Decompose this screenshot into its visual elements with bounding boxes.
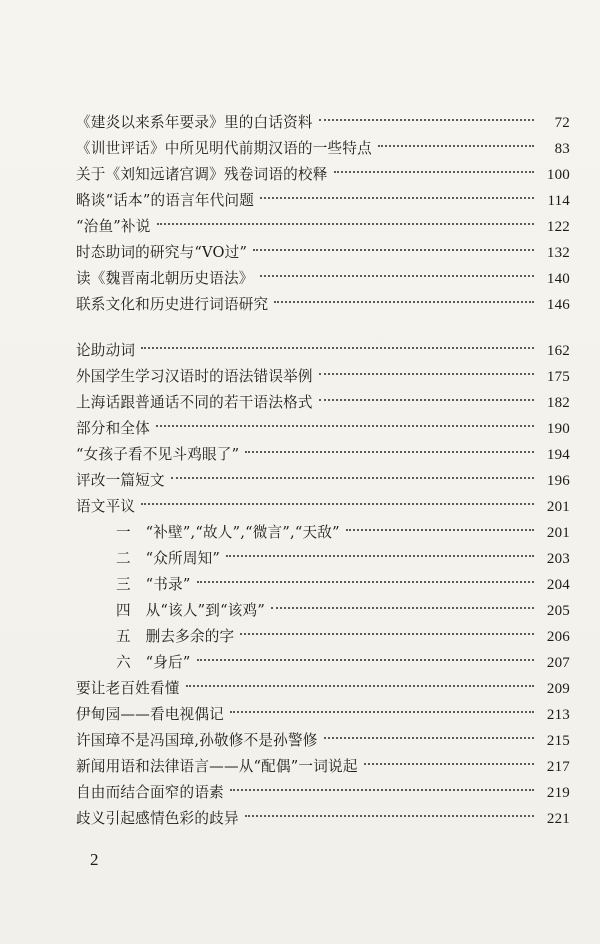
toc-entry <box>76 292 570 318</box>
toc-entry-page: 122 <box>546 219 570 235</box>
toc-entry-page: 204 <box>546 577 570 593</box>
toc-entry <box>76 240 570 266</box>
toc-entry-page: 207 <box>546 655 570 671</box>
toc-entry-title: 四 从“该人”到“该鸡” <box>116 602 265 619</box>
toc-entry-title: 二 “众所周知” <box>116 550 221 567</box>
toc-entry <box>76 754 570 780</box>
toc-entry-page: 201 <box>546 499 570 515</box>
dot-leader <box>156 425 534 427</box>
dot-leader <box>324 737 534 739</box>
toc-entry-title: 关于《刘知远诸宫调》残卷词语的校释 <box>76 166 328 183</box>
toc-entry-page: 206 <box>546 629 570 645</box>
toc-entry <box>76 136 570 162</box>
toc-entry <box>76 442 570 468</box>
toc-entry <box>76 468 570 494</box>
toc-entry-title: 《训世评话》中所见明代前期汉语的一些特点 <box>76 140 372 157</box>
toc-entry-page: 196 <box>546 473 570 489</box>
toc-entry-title: 论助动词 <box>76 342 136 359</box>
dot-leader <box>378 145 534 147</box>
toc-entry-title: 时态助词的研究与“VO过” <box>76 244 248 261</box>
dot-leader <box>141 503 534 505</box>
toc-entry-page: 83 <box>554 141 570 157</box>
toc-subentry <box>76 572 570 598</box>
toc-entry-title: 新闻用语和法律语言——从“配偶”一词说起 <box>76 758 358 775</box>
toc-entry-title: 读《魏晋南北朝历史语法》 <box>76 270 254 287</box>
toc-entry-page: 190 <box>546 421 570 437</box>
dot-leader <box>346 529 534 531</box>
toc-entry-page: 215 <box>546 733 570 749</box>
toc-entry-page: 201 <box>546 525 570 541</box>
toc-entry-title: 许国璋不是冯国璋,孙敬修不是孙警修 <box>76 732 318 749</box>
table-of-contents <box>76 110 570 832</box>
dot-leader <box>186 685 534 687</box>
toc-entry <box>76 702 570 728</box>
toc-entry-page: 194 <box>546 447 570 463</box>
toc-entry <box>76 728 570 754</box>
toc-entry-title: 上海话跟普通话不同的若干语法格式 <box>76 394 313 411</box>
toc-entry-title: 语文平议 <box>76 498 136 515</box>
toc-entry-page: 213 <box>546 707 570 723</box>
toc-entry <box>76 780 570 806</box>
dot-leader <box>230 711 534 713</box>
toc-entry-page: 182 <box>546 395 570 411</box>
dot-leader <box>171 477 534 479</box>
toc-entry-page: 72 <box>554 115 570 131</box>
toc-subentry <box>76 520 570 546</box>
toc-entry <box>76 214 570 240</box>
dot-leader <box>230 789 534 791</box>
toc-entry-page: 221 <box>546 811 570 827</box>
toc-entry-title: “女孩子看不见斗鸡眼了” <box>76 446 240 463</box>
toc-entry <box>76 188 570 214</box>
dot-leader <box>364 763 534 765</box>
toc-entry-page: 219 <box>546 785 570 801</box>
dot-leader <box>271 607 534 609</box>
dot-leader <box>157 223 535 225</box>
toc-entry <box>76 494 570 520</box>
toc-entry-title: 一 “补壁”,“故人”,“微言”,“天敌” <box>116 524 340 541</box>
dot-leader <box>197 659 535 661</box>
toc-entry-title: 部分和全体 <box>76 420 150 437</box>
page-number: 2 <box>90 850 99 869</box>
toc-entry-page: 100 <box>546 167 570 183</box>
toc-entry-page: 114 <box>547 193 570 209</box>
toc-entry-title: 歧义引起感情色彩的歧异 <box>76 810 239 827</box>
toc-entry-page: 132 <box>546 245 570 261</box>
toc-entry-title: 五 删去多余的字 <box>116 628 235 645</box>
toc-entry <box>76 266 570 292</box>
dot-leader <box>245 815 534 817</box>
toc-entry-page: 162 <box>546 343 570 359</box>
toc-entry-title: 评改一篇短文 <box>76 472 165 489</box>
dot-leader <box>274 301 534 303</box>
toc-entry-page: 146 <box>546 297 570 313</box>
toc-subentry <box>76 546 570 572</box>
toc-entry <box>76 676 570 702</box>
dot-leader <box>319 119 534 121</box>
toc-entry <box>76 390 570 416</box>
dot-leader <box>319 399 534 401</box>
toc-entry-page: 140 <box>546 271 570 287</box>
toc-entry-title: 略谈“话本”的语言年代问题 <box>76 192 255 209</box>
toc-entry <box>76 364 570 390</box>
dot-leader <box>260 197 534 199</box>
section-gap <box>76 318 570 338</box>
dot-leader <box>197 581 535 583</box>
toc-entry <box>76 416 570 442</box>
dot-leader <box>253 249 534 251</box>
toc-entry-title: “治鱼”补说 <box>76 218 151 235</box>
dot-leader <box>334 171 535 173</box>
toc-entry-title: 《建炎以来系年要录》里的白话资料 <box>76 114 313 131</box>
toc-entry <box>76 162 570 188</box>
toc-entry-page: 205 <box>546 603 570 619</box>
toc-entry-title: 三 “书录” <box>116 576 191 593</box>
toc-entry <box>76 806 570 832</box>
toc-entry-page: 209 <box>546 681 570 697</box>
dot-leader <box>319 373 534 375</box>
dot-leader <box>260 275 534 277</box>
toc-subentry <box>76 598 570 624</box>
toc-subentry <box>76 650 570 676</box>
toc-entry-title: 伊甸园——看电视偶记 <box>76 706 224 723</box>
toc-entry-page: 217 <box>546 759 570 775</box>
toc-subentry <box>76 624 570 650</box>
toc-entry-title: 六 “身后” <box>116 654 191 671</box>
toc-entry-title: 外国学生学习汉语时的语法错误举例 <box>76 368 313 385</box>
toc-entry-page: 203 <box>546 551 570 567</box>
dot-leader <box>240 633 534 635</box>
toc-entry-page: 175 <box>546 369 570 385</box>
dot-leader <box>245 451 534 453</box>
toc-entry-title: 自由而结合面窄的语素 <box>76 784 224 801</box>
dot-leader <box>141 347 534 349</box>
dot-leader <box>226 555 534 557</box>
toc-entry-title: 联系文化和历史进行词语研究 <box>76 296 269 313</box>
toc-entry-title: 要让老百姓看懂 <box>76 680 180 697</box>
toc-entry <box>76 110 570 136</box>
toc-entry <box>76 338 570 364</box>
